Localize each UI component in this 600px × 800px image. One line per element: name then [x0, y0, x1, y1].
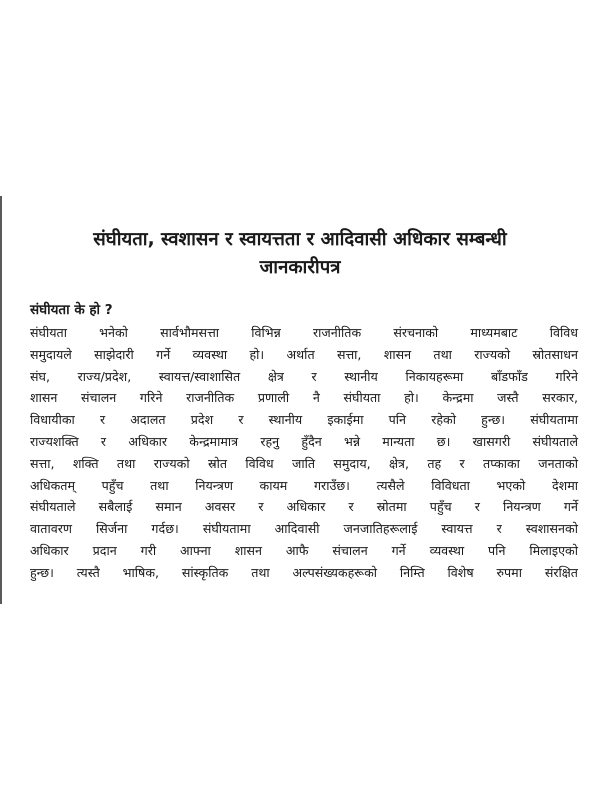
body-line: समुदायले साझेदारी गर्ने व्यवस्था हो। अर्थात सत्ता, शासन तथा राज्यको स्रोतसाधन [30, 346, 578, 362]
document-title [20, 226, 580, 282]
body-line: संघीयता भनेको सार्वभौमसत्ता विभिन्न राजनीतिक संरचनाको माध्यमबाट विविध [30, 325, 578, 340]
body-line: विधायीका र अदालत प्रदेश र स्थानीय इकाईमा पनि रहेको हुन्छ। संघीयतामा [30, 412, 578, 428]
document-title-line-2: जानकारीपत्र [259, 257, 341, 278]
body-line: संघीयताले सबैलाई समान अवसर र अधिकार र स्रोतमा पहुँच र नियन्त्रण गर्ने [30, 499, 578, 515]
body-line: शासन संचालन गरिने राजनीतिक प्रणाली नै संघीयता हो। केन्द्रमा जस्तै सरकार, [30, 390, 578, 406]
body-paragraph [30, 322, 578, 584]
body-line: संघ, राज्य/प्रदेश, स्वायत्त/स्वाशासित क्षेत्र र स्थानीय निकायहरूमा बाँडफाँड गरिने [30, 368, 578, 384]
section-heading: संघीयता के हो ? [30, 302, 113, 318]
body-line: हुन्छ। त्यस्तै भाषिक, सांस्कृतिक तथा अल्पसंख्यकहरूको निम्ति विशेष रुपमा संरक्षित [30, 564, 578, 580]
document-title-line-1: संघीयता, स्वशासन र स्वायत्तता र आदिवासी अधिकार सम्बन्धी [93, 229, 507, 250]
body-line: अधिकार प्रदान गरी आफ्ना शासन आफै संचालन गर्ने व्यवस्था पनि मिलाइएको [30, 542, 578, 558]
body-line: राज्यशक्ति र अधिकार केन्द्रमामात्र रहनु हुँदैन भन्ने मान्यता छ। खासगरी संघीयताले [30, 433, 578, 449]
left-edge-rule [0, 196, 2, 604]
body-line: अधिकतम् पहुँच तथा नियन्त्रण कायम गराउँछ। त्यसैले विविधता भएको देशमा [30, 477, 578, 493]
body-line: वातावरण सिर्जना गर्दछ। संघीयतामा आदिवासी जनजातिहरूलाई स्वायत्त र स्वशासनको [30, 521, 578, 537]
body-line: सत्ता, शक्ति तथा राज्यको स्रोत विविध जाति समुदाय, क्षेत्र, तह र तप्काका जनताको [30, 455, 578, 471]
